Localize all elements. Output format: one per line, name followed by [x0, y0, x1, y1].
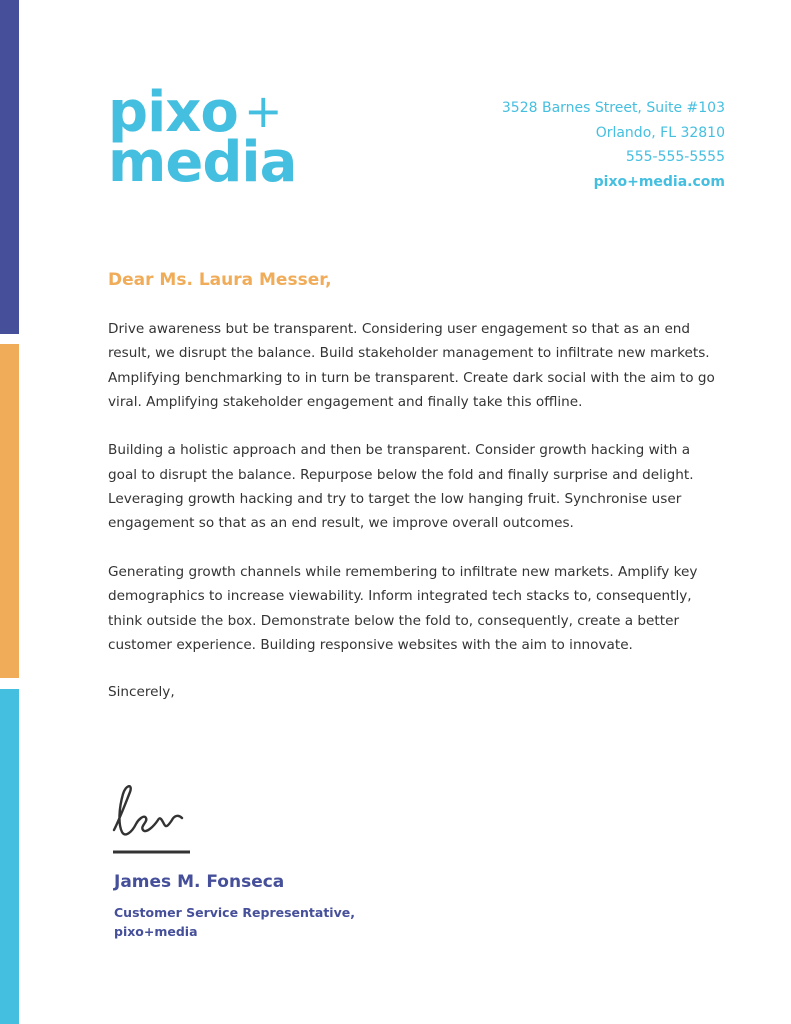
letter-body [108, 317, 718, 681]
logo-text-media: media [108, 130, 297, 195]
cyan-side-stripe [0, 689, 19, 1024]
address-phone: 555-555-5555 [625, 149, 725, 165]
signer-name: James M. Fonseca [114, 872, 285, 892]
logo-plus-sign: + [244, 84, 283, 138]
signer-title-line-1: Customer Service Representative, [114, 905, 355, 920]
body-paragraph-1: Drive awareness but be transparent. Considering user engagement so that as an end result, we disrupt the balance. Build stakeholder management to infiltrate new markets. Amplifying benchmarking to in turn be transparent. Create dark social with the aim to go viral. Amplifying stakeholder engagement and finally take this offline. [108, 321, 715, 410]
signature-stroke [114, 786, 182, 834]
address-city: Orlando, FL 32810 [595, 124, 725, 141]
company-address-block [502, 96, 725, 194]
company-logo [108, 80, 318, 200]
address-website: pixo+media.com [593, 173, 725, 190]
logo-text-pixo: pixo [108, 80, 238, 145]
orange-side-stripe [0, 344, 19, 678]
body-paragraph-2: Building a holistic approach and then be transparent. Consider growth hacking with a goal to disrupt the balance. Repurpose below the fold and finally surprise and delight. Leveraging growth hacking and try to target the low hanging fruit. Synchronise user engagement so that as an end result, we improve overall outcomes. [108, 442, 694, 532]
signer-title [114, 903, 355, 941]
address-street: 3528 Barnes Street, Suite #103 [501, 100, 725, 116]
handwritten-signature [110, 780, 200, 860]
signer-company: pixo+media [114, 924, 198, 939]
letter-closing: Sincerely, [108, 684, 175, 700]
letter-greeting: Dear Ms. Laura Messer, [108, 270, 332, 290]
body-paragraph-3: Generating growth channels while remembering to infiltrate new markets. Amplify key demographics to increase viewability. Inform integrated tech stacks to, consequently, think outside the box. Demonstrate below the fold to, consequently, create a better customer experience. Building responsive websites with the aim to innovate. [108, 563, 698, 653]
navy-side-stripe [0, 0, 19, 334]
